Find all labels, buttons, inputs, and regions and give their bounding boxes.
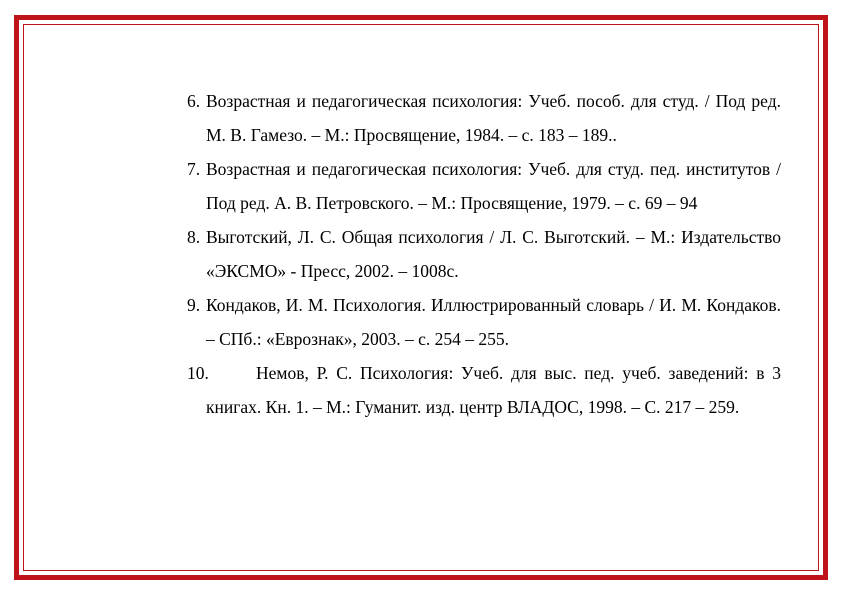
reference-item-6 [187,84,781,152]
reference-text: Возрастная и педагогическая психология: Учеб. пособ. для студ. / Под ред. М. В. Гамезо. – М.: Просвящение, 1984. – с. 183 – 189.. [206,91,781,145]
reference-text: Возрастная и педагогическая психология: Учеб. для студ. пед. институтов / Под ред. А. В. Петровского. – М.: Просвящение, 1979. – с. 69 – 94 [206,159,781,213]
reference-number: 8. [187,227,201,247]
reference-text: Выготский, Л. С. Общая психология / Л. С. Выготский. – М.: Издательство «ЭКСМО» - Пресс, 2002. – 1008с. [206,227,781,281]
reference-text: Кондаков, И. М. Психология. Иллюстрированный словарь / И. М. Кондаков. – СПб.: «Еврознак», 2003. – с. 254 – 255. [206,295,781,349]
reference-item-10 [187,356,781,424]
reference-number: 7. [187,159,201,179]
reference-item-8 [187,220,781,288]
reference-text: Немов, Р. С. Психология: Учеб. для выс. пед. учеб. заведений: в 3 книгах. Кн. 1. – М.: Гуманит. изд. центр ВЛАДОС, 1998. – С. 217 – 259. [206,363,781,417]
reference-number: 6. [187,91,201,111]
reference-list [187,84,781,424]
reference-item-9 [187,288,781,356]
reference-item-7 [187,152,781,220]
reference-number: 9. [187,295,201,315]
reference-number: 10. [187,363,209,383]
